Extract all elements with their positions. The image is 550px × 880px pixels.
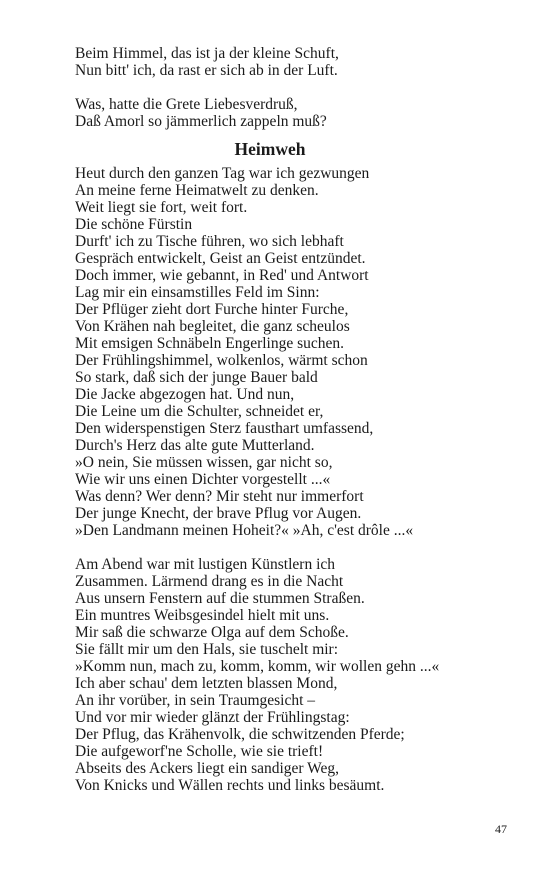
verse-line: »Den Landmann meinen Hoheit?« »Ah, c'est drôle ...« [75, 522, 414, 539]
verse-line: An meine ferne Heimatwelt zu denken. [75, 182, 319, 199]
verse-line: Zusammen. Lärmend drang es in die Nacht [75, 573, 344, 590]
verse-line: Der Pflüger zieht dort Furche hinter Furche, [75, 301, 349, 318]
verse-line: »Komm nun, mach zu, komm, komm, wir wollen gehn ...« [75, 658, 440, 675]
verse-line: Der junge Knecht, der brave Pflug vor Augen. [75, 505, 362, 522]
verse-line: Weit liegt sie fort, weit fort. [75, 199, 248, 216]
verse-line: Am Abend war mit lustigen Künstlern ich [75, 556, 336, 573]
poem-page [75, 45, 515, 794]
verse-line: Was, hatte die Grete Liebesverdruß, [75, 96, 298, 113]
verse-line: Mir saß die schwarze Olga auf dem Schoße. [75, 624, 349, 641]
verse-line: Daß Amorl so jämmerlich zappeln muß? [75, 113, 327, 130]
stanza [75, 165, 515, 539]
verse-line: Beim Himmel, das ist ja der kleine Schuft, [75, 45, 339, 62]
verse-line: Doch immer, wie gebannt, in Red' und Antwort [75, 267, 369, 284]
verse-line: Durch's Herz das alte gute Mutterland. [75, 437, 315, 454]
verse-line: Heut durch den ganzen Tag war ich gezwungen [75, 165, 370, 182]
verse-line: Nun bitt' ich, da rast er sich ab in der Luft. [75, 62, 338, 79]
stanza [75, 556, 515, 794]
verse-line: Durft' ich zu Tische führen, wo sich lebhaft [75, 233, 344, 250]
verse-line: Was denn? Wer denn? Mir steht nur immerfort [75, 488, 364, 505]
stanza [75, 45, 515, 79]
verse-line: Mit emsigen Schnäbeln Engerlinge suchen. [75, 335, 345, 352]
verse-line: So stark, daß sich der junge Bauer bald [75, 369, 318, 386]
verse-line: Und vor mir wieder glänzt der Frühlingstag: [75, 709, 350, 726]
verse-line: Aus unsern Fenstern auf die stummen Straßen. [75, 590, 365, 607]
verse-line: Von Knicks und Wällen rechts und links besäumt. [75, 777, 385, 794]
stanza-gap [75, 539, 515, 556]
stanza [75, 96, 515, 130]
verse-line: Der Pflug, das Krähenvolk, die schwitzenden Pferde; [75, 726, 405, 743]
verse-line: Den widerspenstigen Sterz fausthart umfassend, [75, 420, 374, 437]
verse-line: Wie wir uns einen Dichter vorgestellt ...« [75, 471, 331, 488]
verse-line: Ich aber schau' dem letzten blassen Mond, [75, 675, 338, 692]
verse-line: Abseits des Ackers liegt ein sandiger Weg, [75, 760, 340, 777]
verse-line: Die Leine um die Schulter, schneidet er, [75, 403, 324, 420]
verse-line: »O nein, Sie müssen wissen, gar nicht so, [75, 454, 333, 471]
verse-line: Ein muntres Weibsgesindel hielt mit uns. [75, 607, 330, 624]
verse-line: Von Krähen nah begleitet, die ganz scheulos [75, 318, 350, 335]
stanza-gap [75, 79, 515, 96]
verse-line: Der Frühlingshimmel, wolkenlos, wärmt schon [75, 352, 368, 369]
verse-line: Lag mir ein einsamstilles Feld im Sinn: [75, 284, 320, 301]
page-number: 47 [495, 822, 507, 836]
verse-line: Die schöne Fürstin [75, 216, 193, 233]
verse-line: Gespräch entwickelt, Geist an Geist entzündet. [75, 250, 366, 267]
poem-title: Heimweh [234, 139, 306, 159]
verse-line: An ihr vorüber, in sein Traumgesicht – [75, 692, 316, 709]
verse-line: Die Jacke abgezogen hat. Und nun, [75, 386, 295, 403]
verse-line: Sie fällt mir um den Hals, sie tuschelt mir: [75, 641, 339, 658]
verse-line: Die aufgeworf'ne Scholle, wie sie trieft! [75, 743, 324, 760]
